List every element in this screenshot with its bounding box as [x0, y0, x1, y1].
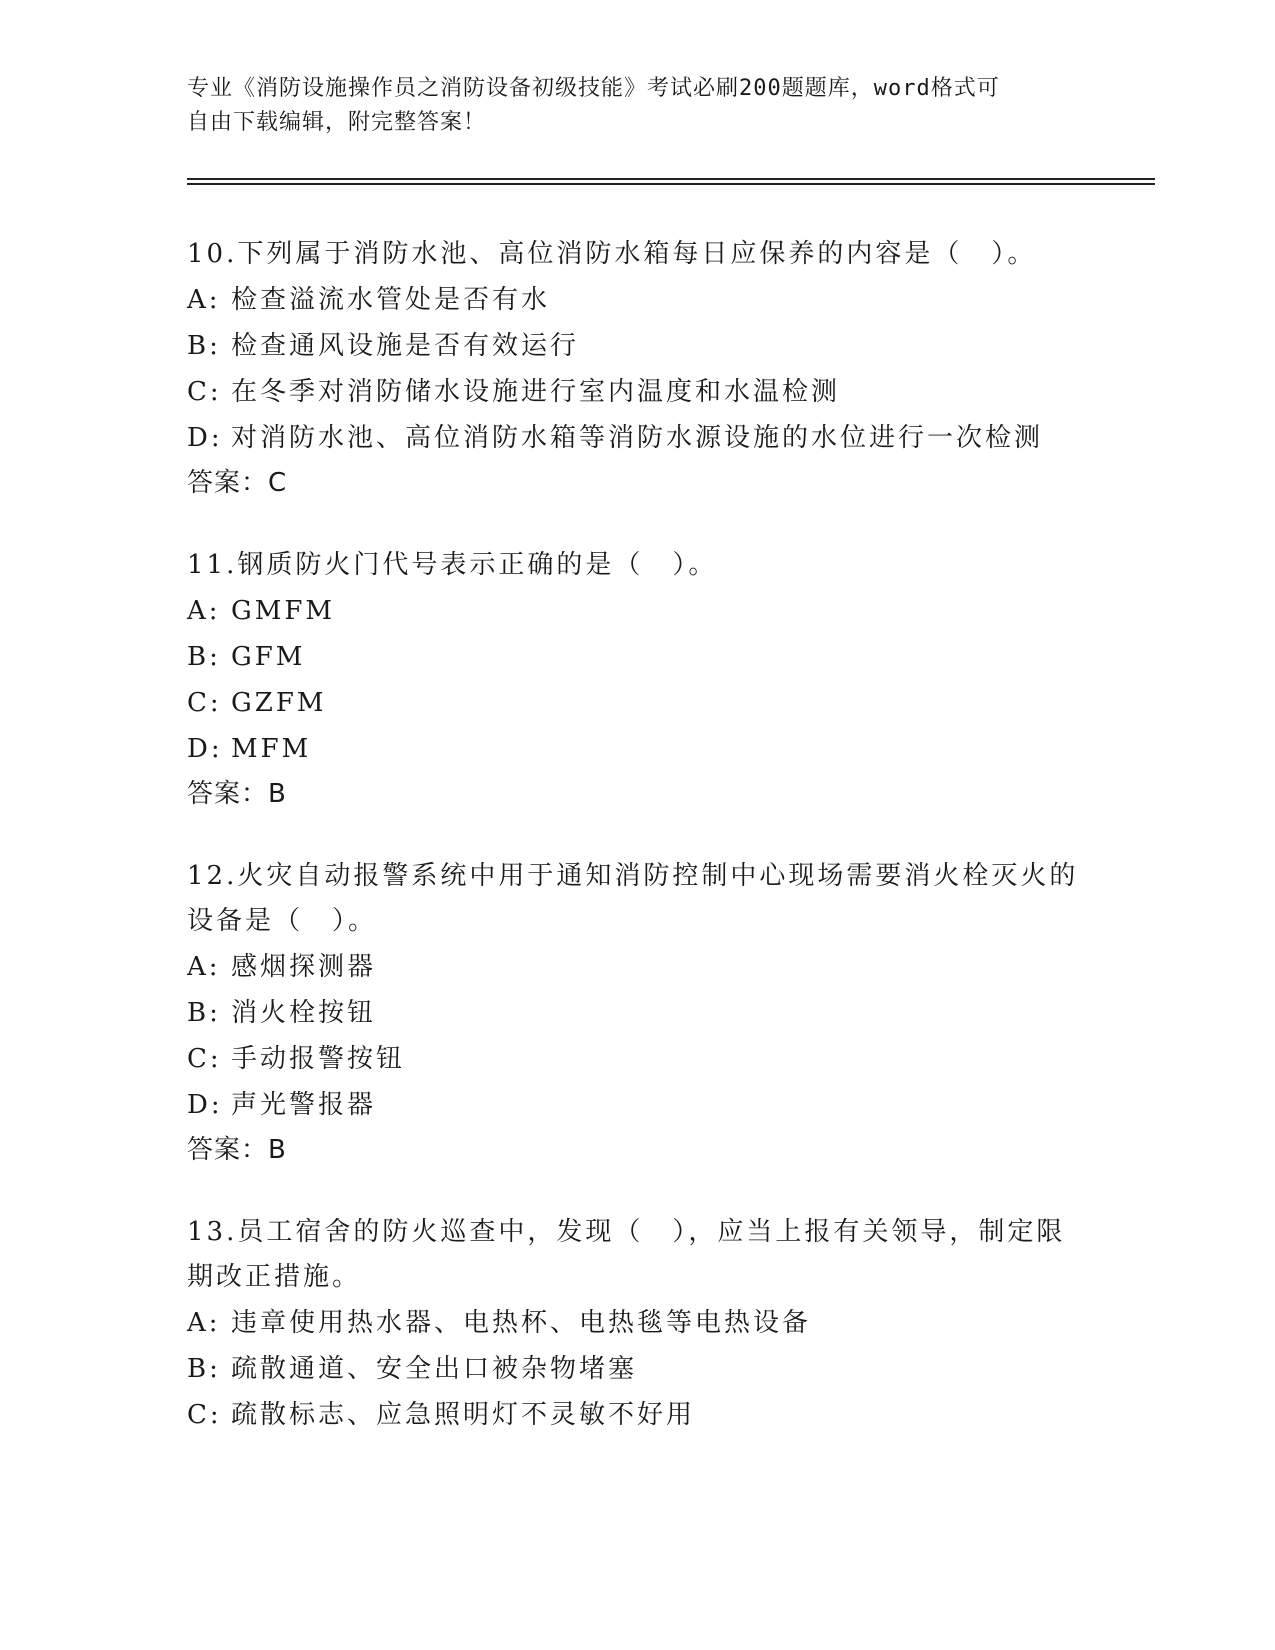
question-option	[187, 1082, 1087, 1128]
option-text: GMFM	[231, 596, 336, 626]
question-stem: 13.员工宿舍的防火巡查中，发现（ ），应当上报有关领导，制定限	[187, 1217, 1066, 1247]
question-stem: 12.火灾自动报警系统中用于通知消防控制中心现场需要消火栓灭火的	[187, 861, 1079, 891]
question-option	[187, 944, 1087, 990]
question-item	[187, 543, 1087, 816]
option-key: B:	[187, 998, 221, 1028]
question-option	[187, 369, 1087, 415]
question-stem: 10.下列属于消防水池、高位消防水箱每日应保养的内容是（ ）。	[187, 239, 1037, 269]
header-line-1: 专业《消防设施操作员之消防设备初级技能》考试必刷200题题库，word格式可	[187, 76, 1000, 101]
option-text: 违章使用热水器、电热杯、电热毯等电热设备	[231, 1308, 812, 1338]
option-key: B:	[187, 331, 221, 361]
question-option	[187, 1300, 1087, 1346]
option-text: 在冬季对消防储水设施进行室内温度和水温检测	[231, 377, 841, 407]
question-option	[187, 680, 1087, 726]
option-text: 检查溢流水管处是否有水	[231, 285, 551, 315]
option-key: C:	[187, 1044, 222, 1074]
option-text: GFM	[231, 642, 306, 672]
option-key: A:	[187, 1308, 221, 1338]
option-text: 检查通风设施是否有效运行	[231, 331, 580, 361]
question-stem: 设备是（ ）。	[187, 906, 378, 936]
option-text: 对消防水池、高位消防水箱等消防水源设施的水位进行一次检测	[231, 423, 1044, 453]
option-key: B:	[187, 642, 221, 672]
option-text: GZFM	[231, 688, 327, 718]
answer-line: 答案：C	[187, 468, 288, 498]
question-item	[187, 1210, 1087, 1438]
question-option	[187, 588, 1087, 634]
option-key: D:	[187, 423, 223, 453]
option-key: D:	[187, 734, 223, 764]
document-header	[187, 72, 1067, 140]
header-divider-top	[187, 178, 1155, 180]
question-option	[187, 323, 1087, 369]
option-text: 疏散通道、安全出口被杂物堵塞	[231, 1354, 638, 1384]
question-option	[187, 634, 1087, 680]
option-key: D:	[187, 1090, 223, 1120]
option-key: A:	[187, 285, 221, 315]
answer-line: 答案：B	[187, 1135, 287, 1165]
question-option	[187, 277, 1087, 323]
question-list	[187, 232, 1087, 1476]
question-option	[187, 726, 1087, 772]
option-text: 手动报警按钮	[231, 1044, 406, 1074]
option-key: C:	[187, 1400, 222, 1430]
option-key: B:	[187, 1354, 221, 1384]
question-stem: 11.钢质防火门代号表示正确的是（ ）。	[187, 550, 718, 580]
question-item	[187, 232, 1087, 505]
header-divider-bottom	[187, 183, 1155, 185]
option-text: 声光警报器	[231, 1090, 377, 1120]
question-option	[187, 1036, 1087, 1082]
option-text: MFM	[231, 734, 312, 764]
option-text: 疏散标志、应急照明灯不灵敏不好用	[231, 1400, 696, 1430]
option-text: 消火栓按钮	[231, 998, 377, 1028]
answer-line: 答案：B	[187, 779, 287, 809]
option-key: C:	[187, 377, 222, 407]
option-text: 感烟探测器	[231, 952, 377, 982]
question-item	[187, 854, 1087, 1172]
question-stem: 期改正措施。	[187, 1262, 362, 1292]
header-line-2: 自由下载编辑，附完整答案！	[187, 110, 487, 135]
option-key: A:	[187, 596, 221, 626]
option-key: C:	[187, 688, 222, 718]
question-option	[187, 1346, 1087, 1392]
question-option	[187, 415, 1087, 461]
option-key: A:	[187, 952, 221, 982]
question-option	[187, 990, 1087, 1036]
question-option	[187, 1392, 1087, 1438]
